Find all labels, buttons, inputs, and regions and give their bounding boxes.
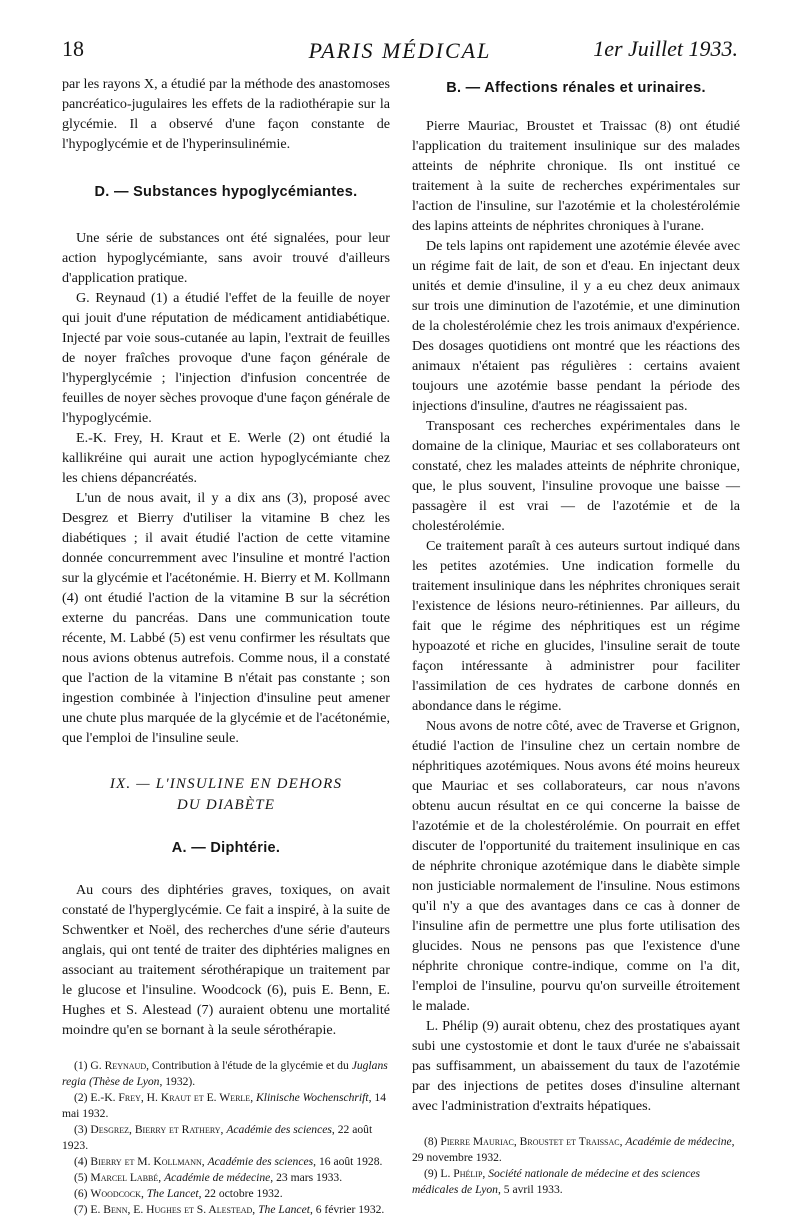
paragraph: De tels lapins ont rapidement une azotémie élevée avec un régime fait de lait, de son et d'eau. En injectant deux unités et demie d'insuline, il y a eu chez deux animaux sur trois une diminution de l'azotémie, et une diminution de la cholestérolémie chez les trois animaux d'expérience. Des dosages quotidiens ont montré que les réactions des animaux n'étaient pas régulières : certains avaient toujours une azotémie basse pendant la période des injections d'insuline, d'autres ne réagissaient pas. bbox=[412, 238, 740, 414]
footnote: (4) Bierry et M. Kollmann, Académie des sciences, 16 août 1928. bbox=[74, 1155, 383, 1168]
paragraph: Nous avons de notre côté, avec de Traverse et Grignon, étudié l'action de l'insuline chez un certain nombre de néphritiques azotémiques. Nous avons été moins heureux que Mauriac et ses collaborateurs, car nous n'avons obtenu aucun résultat en ce qui concerne la baisse de l'azotémie et de la cholestérolémie. On pourrait en effet discuter de l'opportunité du traitement insulinique en cas de néphrite chronique azotémique dans le diabète simple non justiciable normalement de l'insuline. Nous estimons qu'il n'y a que des avantages dans ce cas à donner de l'insuline afin de permettre une plus forte utilisation des glucides. Nous ne pensons pas que l'existence d'une néphrite chronique contre-indique, comme on l'a dit, l'emploi de l'insuline, pourvu qu'on surveille étroitement le malade. bbox=[412, 718, 740, 1014]
left-column bbox=[62, 74, 390, 1218]
footnote: (1) G. Reynaud, Contribution à l'étude de la glycémie et du Juglans regia (Thèse de Lyon, 1932). bbox=[62, 1059, 388, 1088]
chapter-title-line: IX. — L'INSULINE EN DEHORS bbox=[109, 776, 343, 792]
footnote: (8) Pierre Mauriac, Broustet et Traissac, Académie de médecine, 29 novembre 1932. bbox=[412, 1135, 735, 1164]
paragraph: Pierre Mauriac, Broustet et Traissac (8) ont étudié l'application du traitement insulinique sur des malades atteints de néphrite chronique. Ils ont institué ce traitement à la suite de recherches expérimentales sur l'action de l'insuline, sur l'azotémie et la cholestérolémie des lapins atteints de néphrites chroniques à l'urane. bbox=[412, 118, 740, 234]
paragraph: Ce traitement paraît à ces auteurs surtout indiqué dans les petites azotémies. Une indication formelle du traitement insulinique dans les néphrites chroniques serait l'existence de lésions neuro-rétiniennes. Par ailleurs, du fait que le régime des néphritiques est un régime hypoazoté et riche en glucides, l'insuline serait de toute façon intéressante à administrer pour faciliter l'assimilation de ces hydrates de carbone donnés en abondance dans le régime. bbox=[412, 538, 740, 714]
paragraph: Transposant ces recherches expérimentales dans le domaine de la clinique, Mauriac et ses collaborateurs ont constaté, chez les malades atteints de néphrite chronique, que, le plus souvent, l'insuline provoque une baisse — passagère il est vrai — de l'azotémie et de la cholestérolémie. bbox=[412, 418, 740, 534]
footnote: (6) Woodcock, The Lancet, 22 octobre 1932. bbox=[74, 1187, 283, 1200]
footnote: (5) Marcel Labbé, Académie de médecine, 23 mars 1933. bbox=[74, 1171, 343, 1184]
footnotes bbox=[412, 1134, 740, 1198]
paragraph: G. Reynaud (1) a étudié l'effet de la feuille de noyer qui jouit d'une réputation de médicament antidiabétique. Injecté par voie sous-cutanée au lapin, l'extrait de feuilles de noyer fraîches provoque d'une façon générale de l'hyperglycémie ; l'injection d'infusion concentrée de feuilles de noyer sèches provoque d'une façon générale de l'hypoglycémie. bbox=[62, 290, 390, 426]
paragraph: Au cours des diphtéries graves, toxiques, on avait constaté de l'hyperglycémie. Ce fait a inspiré, à la suite de Schwentker et Noël, des recherches d'une série d'auteurs anglais, qui ont tenté de traiter des diphtéries malignes en associant au traitement sérothérapique un traitement par le glucose et l'insuline. Woodcock (6), puis E. Benn, E. Hughes et S. Alestead (7) auraient obtenu une mortalité moindre qu'en se bornant à la seule sérothérapie. bbox=[62, 882, 390, 1038]
paragraph: L. Phélip (9) aurait obtenu, chez des prostatiques ayant subi une cystostomie et dont le taux d'urée ne s'abaissait pas suffisamment, un abaissement du taux de l'azotémie par des injections de petites doses d'insuline alternant avec l'administration d'extraits hépatiques. bbox=[412, 1018, 740, 1114]
chapter-heading bbox=[62, 774, 390, 816]
section-heading: A. — Diphtérie. bbox=[171, 840, 281, 856]
footnote: (7) E. Benn, E. Hughes et S. Alestead, The Lancet, 6 février 1932. bbox=[74, 1203, 385, 1216]
footnote: (9) L. Phélip, Société nationale de médecine et des sciences médicales de Lyon, 5 avril 1933. bbox=[412, 1167, 701, 1196]
issue-date: 1er Juillet 1933. bbox=[593, 36, 738, 61]
right-column bbox=[412, 74, 740, 1198]
running-title: PARIS MÉDICAL bbox=[308, 38, 492, 63]
footnote: (2) E.-K. Frey, H. Kraut et E. Werle, Klinische Wochenschrift, 14 mai 1932. bbox=[62, 1091, 386, 1120]
page-number: 18 bbox=[62, 36, 84, 61]
paragraph: L'un de nous avait, il y a dix ans (3), proposé avec Desgrez et Bierry d'utiliser la vitamine B chez les diabétiques ; il avait étudié l'action de cette vitamine donnée concurremment avec l'insuline et montré l'action sur la glycémie et l'acétonémie. H. Bierry et M. Kollmann (4) ont étudié l'action de la vitamine B sur la sécrétion externe du pancréas. Dans une communication toute récente, M. Labbé (5) est venu confirmer les résultats que nous avions obtenus autrefois. Comme nous, il a constaté que l'action de la vitamine B n'était pas constante ; son ingestion combinée à l'injection d'insuline peut amener une chute plus marquée de la glycémie et de l'acétonémie, que l'emploi de l'insuline seule. bbox=[62, 490, 390, 746]
paragraph: Une série de substances ont été signalées, pour leur action hypoglycémiante, sans avoir trouvé d'ailleurs d'application pratique. bbox=[62, 230, 390, 286]
paragraph: par les rayons X, a étudié par la méthode des anastomoses pancréatico-jugulaires les effets de la radiothérapie sur la glycémie. Il a observé d'une façon constante de l'hypoglycémie et de l'hyperinsulinémie. bbox=[62, 76, 390, 152]
footnotes bbox=[62, 1058, 390, 1218]
paragraph: E.-K. Frey, H. Kraut et E. Werle (2) ont étudié la kallikréine qui aurait une action hypoglycémiante chez les chiens dépancréatés. bbox=[62, 430, 390, 486]
chapter-title-line: DU DIABÈTE bbox=[176, 797, 276, 813]
section-heading: D. — Substances hypoglycémiantes. bbox=[94, 184, 358, 200]
section-heading: B. — Affections rénales et urinaires. bbox=[446, 80, 706, 96]
footnote: (3) Desgrez, Bierry et Rathery, Académie des sciences, 22 août 1923. bbox=[62, 1123, 373, 1152]
